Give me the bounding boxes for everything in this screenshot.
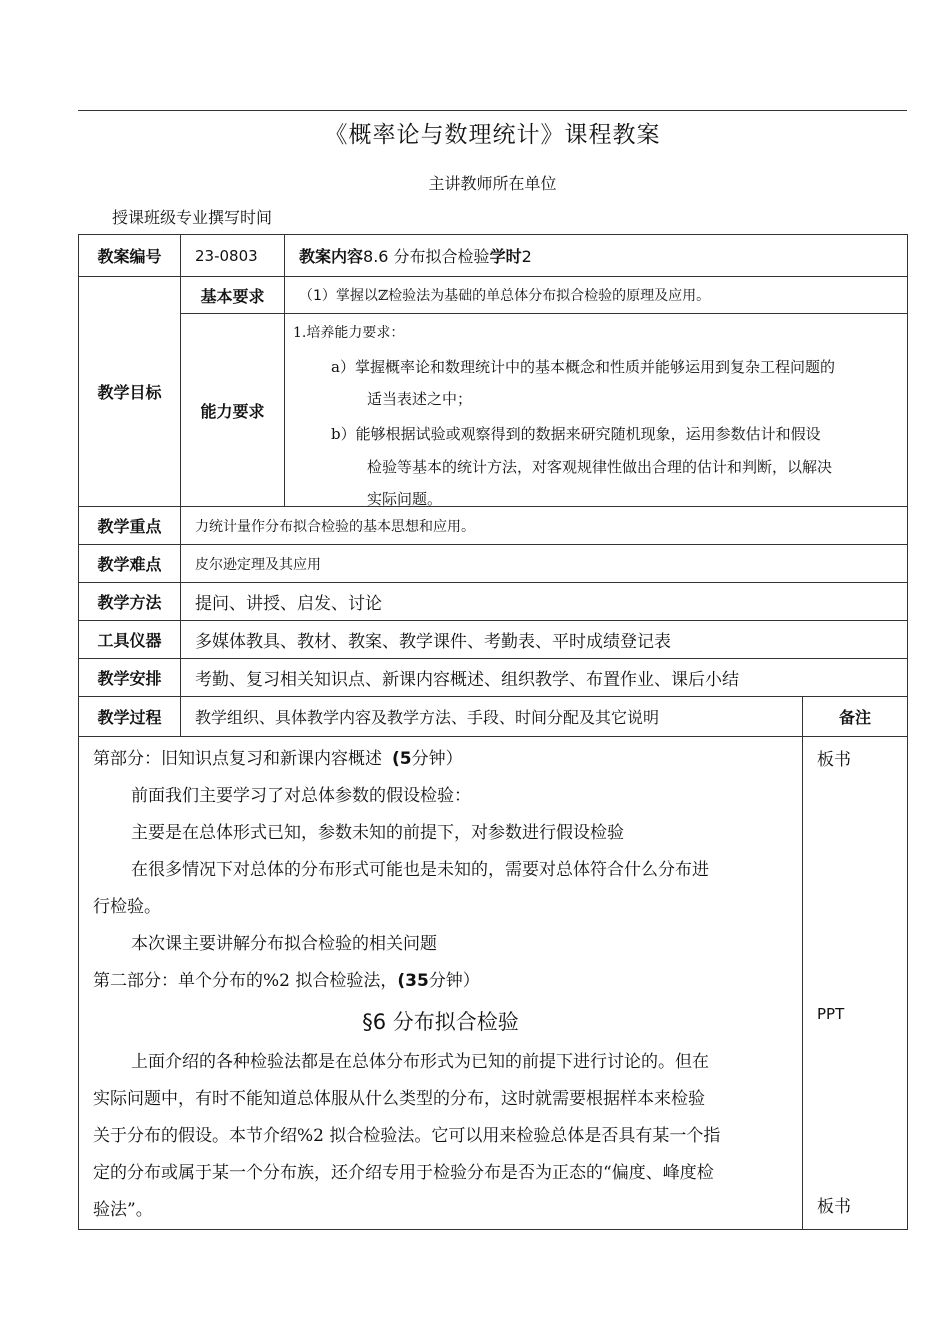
part1-suffix: 分钟） (411, 749, 463, 769)
content-value: 8.6 分布拟合检验 (363, 247, 490, 266)
content-label: 教案内容 (299, 247, 364, 266)
ability-line: 检验等基本的统计方法，对客观规律性做出合理的估计和判断，以解决 (367, 458, 833, 476)
ability-req-cell (285, 314, 908, 507)
row-ability-req (79, 314, 908, 507)
part2-prefix: 第二部分：单个分布的%2 拟合检验法， (93, 971, 398, 991)
part2-heading (93, 963, 802, 1000)
part1-time: (5 (392, 749, 412, 769)
goals-label: 教学目标 (79, 277, 181, 507)
body-paragraph: 关于分布的假设。本节介绍%2 拟合检验法。它可以用来检验总体是否具有某一个指 (93, 1126, 721, 1146)
body-paragraph: 实际问题中，有时不能知道总体服从什么类型的分布，这时就需要根据样本来检验 (93, 1089, 705, 1109)
plan-content-cell (285, 235, 908, 277)
basic-req-num: （1） (299, 288, 336, 304)
difficult-value: 皮尔逊定理及其应用 (181, 545, 908, 583)
plan-no-value: 23-0803 (181, 235, 285, 277)
method-value: 提问、讲授、启发、讨论 (181, 583, 908, 621)
section-title: §6 分布拟合检验 (362, 1010, 519, 1034)
teacher-unit-line: 主讲教师所在单位 (428, 174, 557, 193)
remark-note: 板书 (817, 1197, 851, 1217)
basic-req-value (285, 277, 908, 314)
process-body-cell (79, 737, 803, 1230)
body-paragraph: 本次课主要讲解分布拟合检验的相关问题 (131, 934, 437, 954)
method-label: 教学方法 (79, 583, 181, 621)
arrange-label: 教学安排 (79, 659, 181, 697)
hours-value: 2 (521, 247, 532, 266)
row-plan-info (79, 235, 908, 277)
row-process-header (79, 697, 908, 737)
difficult-label: 教学难点 (79, 545, 181, 583)
lesson-plan-table (78, 234, 908, 1230)
process-body (79, 737, 802, 1229)
body-paragraph: 行检验。 (93, 897, 161, 917)
plan-no-label: 教案编号 (79, 235, 181, 277)
row-key-points (79, 507, 908, 545)
ability-line: 实际问题。 (367, 490, 443, 508)
body-paragraph: 定的分布或属于某一个分布族，还介绍专用于检验分布是否为正态的“偏度、峰度检 (93, 1163, 714, 1183)
remark-note: 板书 (817, 750, 851, 770)
arrange-value: 考勤、复习相关知识点、新课内容概述、组织教学、布置作业、课后小结 (181, 659, 908, 697)
part1-heading (93, 741, 802, 778)
body-paragraph: 在很多情况下对总体的分布形式可能也是未知的，需要对总体符合什么分布进 (131, 860, 709, 880)
part1-prefix: 第部分：旧知识点复习和新课内容概述 (93, 749, 382, 769)
ability-line: 1.培养能力要求： (293, 325, 405, 341)
body-paragraph: 前面我们主要学习了对总体参数的假设检验： (131, 786, 471, 806)
body-paragraph: 上面介绍的各种检验法都是在总体分布形式为已知的前提下进行讨论的。但在 (131, 1052, 709, 1072)
top-rule (78, 110, 907, 111)
process-value: 教学组织、具体教学内容及教学方法、手段、时间分配及其它说明 (181, 697, 803, 737)
remark-note: PPT (817, 1005, 845, 1023)
basic-req-label: 基本要求 (181, 277, 285, 314)
ability-req-label: 能力要求 (181, 314, 285, 507)
row-methods (79, 583, 908, 621)
ability-line: a）掌握概率论和数理统计中的基本概念和性质并能够运用到复杂工程问题的 (331, 358, 835, 376)
tools-label: 工具仪器 (79, 621, 181, 659)
tools-value: 多媒体教具、教材、教案、教学课件、考勤表、平时成绩登记表 (181, 621, 908, 659)
row-difficult-points (79, 545, 908, 583)
basic-req-text: 掌握以ℤ检验法为基础的单总体分布拟合检验的原理及应用。 (335, 288, 711, 304)
key-label: 教学重点 (79, 507, 181, 545)
ability-line: 适当表述之中； (367, 390, 473, 408)
part2-time: (35 (397, 971, 429, 991)
row-arrangement (79, 659, 908, 697)
process-label: 教学过程 (79, 697, 181, 737)
page-title: 《概率论与数理统计》课程教案 (324, 122, 661, 148)
remarks-cell (803, 737, 908, 1230)
part2-suffix: 分钟） (428, 971, 480, 991)
class-info-line: 授课班级专业撰写时间 (112, 208, 273, 227)
body-paragraph: 主要是在总体形式已知，参数未知的前提下，对参数进行假设检验 (131, 823, 624, 843)
row-basic-req (79, 277, 908, 314)
row-process-body (79, 737, 908, 1230)
key-value: 力统计量作分布拟合检验的基本思想和应用。 (181, 507, 908, 545)
ability-line: b）能够根据试验或观察得到的数据来研究随机现象，运用参数估计和假设 (331, 425, 821, 443)
body-paragraph: 验法”。 (93, 1200, 153, 1220)
row-tools (79, 621, 908, 659)
remark-label: 备注 (803, 697, 908, 737)
hours-label: 学时 (489, 247, 522, 266)
